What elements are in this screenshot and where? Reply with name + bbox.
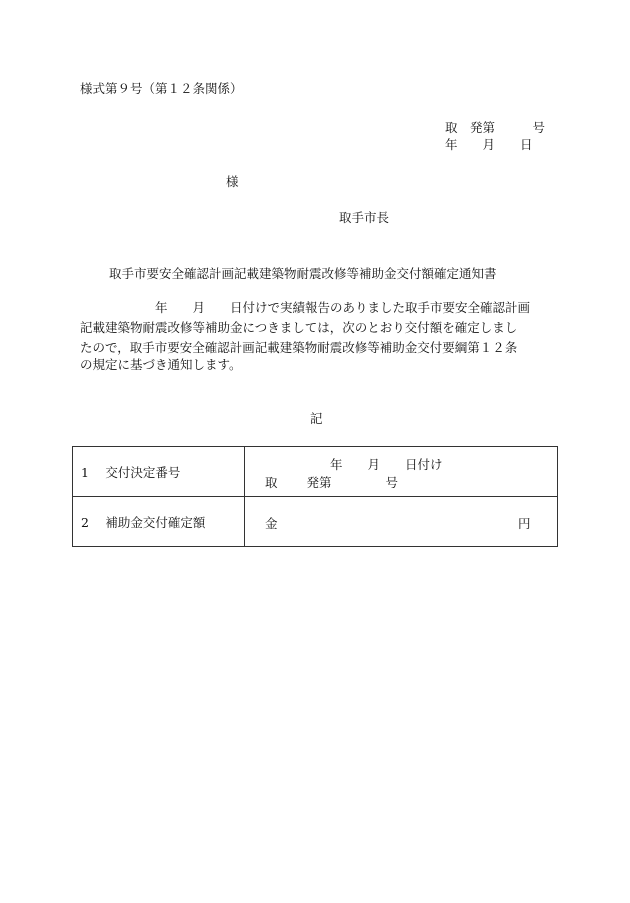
- confirmed-amount-value: [245, 497, 558, 547]
- confirmed-amount-label: 2 補助金交付確定額: [73, 497, 245, 547]
- addressee: 様: [226, 174, 239, 189]
- ki-heading: 記: [310, 411, 323, 426]
- decision-number: 取 発第 号: [265, 475, 398, 490]
- table-row: [73, 447, 558, 497]
- form-number: 様式第９号（第１２条関係）: [80, 81, 243, 96]
- grant-decision-number-label: 1 交付決定番号: [73, 447, 245, 497]
- body-line-4: の規定に基づき通知します。: [80, 357, 242, 372]
- detail-table: [72, 446, 558, 547]
- grant-decision-number-value: [245, 447, 558, 497]
- document-title: 取手市要安全確認計画記載建築物耐震改修等補助金交付額確定通知書: [109, 266, 497, 281]
- body-line-3: たので，取手市要安全確認計画記載建築物耐震改修等補助金交付要綱第１２条: [80, 340, 518, 355]
- issue-date: 年 月 日: [445, 137, 533, 152]
- amount-unit: 円: [518, 516, 531, 531]
- amount-prefix: 金: [265, 516, 278, 531]
- decision-date: 年 月 日付け: [330, 457, 443, 472]
- issue-number: 取 発第 号: [445, 120, 546, 135]
- table-row: [73, 497, 558, 547]
- body-line-1: 年 月 日付けで実績報告のありました取手市要安全確認計画: [80, 300, 531, 315]
- sender: 取手市長: [339, 210, 390, 225]
- body-line-2: 記載建築物耐震改修等補助金につきましては，次のとおり交付額を確定しまし: [80, 320, 518, 335]
